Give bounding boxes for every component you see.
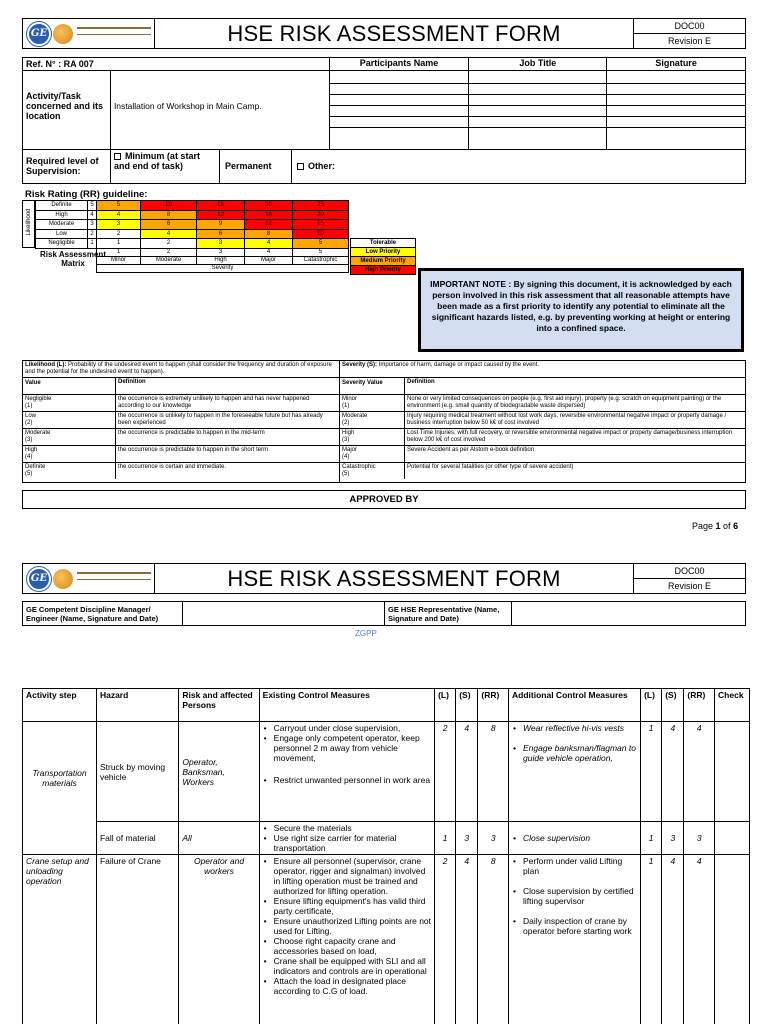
matrix-severity-num: 5 xyxy=(293,248,349,256)
existing-control-item: • Ensure all personnel (supervisor, crane operator, rigger and signalman) involved in lifting operation must be trained and authorized for lifting operation. xyxy=(262,856,432,896)
manager-label: GE Competent Discipline Manager/ Engineer (Name, Signature and Date) xyxy=(26,605,159,623)
column-header: Hazard xyxy=(96,689,178,722)
column-header: (RR) xyxy=(478,689,509,722)
existing-control-item: • Ensure lifting equipment's has valid third party certificate, xyxy=(262,896,432,916)
partner-name-graphic xyxy=(77,572,151,576)
matrix-cell: 3 xyxy=(197,239,245,249)
definition-row xyxy=(23,429,339,446)
check-cell[interactable] xyxy=(715,722,750,822)
definition-value-header: Value xyxy=(25,380,41,386)
matrix-cell: 5 xyxy=(293,239,349,249)
legend-medium-priority: Medium Priority xyxy=(351,257,416,266)
definition-value: Low (2) xyxy=(25,413,37,426)
supervision-other-option[interactable]: Other: xyxy=(297,161,335,171)
definition-heading: Likelihood (L): Probability of the undesired event to happen (shall consider the frequency and duration of exposure and the potential for the undesired event to happen). xyxy=(23,361,339,378)
matrix-severity-name: Minor xyxy=(97,256,141,264)
participants-table xyxy=(22,57,746,184)
risk-table-header xyxy=(23,689,750,722)
definition-value: Minor (1) xyxy=(342,396,358,409)
definition-value: High (3) xyxy=(342,430,355,443)
definition-row xyxy=(340,446,746,463)
existing-control-item: • Choose right capacity crane and accessories based on load, xyxy=(262,936,432,956)
definition-row xyxy=(340,429,746,446)
definition-row xyxy=(23,463,339,480)
ge-logo-icon: GE xyxy=(27,22,51,46)
doc-info xyxy=(633,564,745,593)
matrix-cell: 12 xyxy=(197,210,245,220)
doc-revision: Revision E xyxy=(667,35,712,46)
existing-control-item: • Carryout under close supervision, xyxy=(262,723,432,733)
matrix-row xyxy=(36,239,349,249)
definition-text: Lost Time Injuries, with full recovery, or reversible environmental negative impact or property damage/business interruption below 200 k€ of cost involved xyxy=(407,430,733,443)
column-header: Activity step xyxy=(23,689,97,722)
existing-control-item: • Crane shall be equipped with SLI and all indicators and controls are in operational xyxy=(262,956,432,976)
definition-value: Catastrophic (5) xyxy=(342,464,376,477)
minimum-checkbox[interactable] xyxy=(114,153,121,160)
residual-risk-rating: 4 xyxy=(684,722,715,822)
definition-text: the occurrence is predictable to happen in the short term xyxy=(118,447,269,453)
form-title: HSE RISK ASSESSMENT FORM xyxy=(227,566,561,591)
matrix-cell: 2 xyxy=(141,239,197,249)
matrix-cell: 15 xyxy=(197,201,245,211)
company-logos xyxy=(23,19,155,48)
matrix-cell: 9 xyxy=(197,220,245,230)
matrix-severity-name: Catastrophic xyxy=(293,256,349,264)
definition-text: Injury requiring medical treatment without lost work days, reversible environmental negative impact or property damage / business interruption below 50 k€ of cost involved xyxy=(407,413,727,426)
hazard: Struck by moving vehicle xyxy=(96,722,178,822)
definition-value: Definite (5) xyxy=(25,464,46,477)
column-header: Risk and affected Persons xyxy=(179,689,259,722)
matrix-likelihood-num: 2 xyxy=(88,229,97,239)
matrix-severity-num: 4 xyxy=(245,248,293,256)
matrix-severity-name: Moderate xyxy=(141,256,197,264)
definition-value: Moderate (3) xyxy=(25,430,51,443)
partner-seal-icon xyxy=(53,24,73,44)
page2-header xyxy=(22,563,746,594)
existing-control-item: • Engage only competent operator, keep personnel 2 m away from vehicle movement, xyxy=(262,733,432,763)
residual-likelihood: 1 xyxy=(641,822,662,855)
matrix-cell: 2 xyxy=(97,229,141,239)
participants-name-header: Participants Name xyxy=(329,58,469,71)
likelihood-value: 1 xyxy=(435,822,456,855)
participant-cell[interactable] xyxy=(329,71,469,84)
matrix-cell: 1 xyxy=(97,239,141,249)
definition-text: the occurrence is unlikely to happen in the foreseeable future but has already been experienced xyxy=(118,413,323,426)
column-header: (L) xyxy=(435,689,456,722)
matrix-cell: 4 xyxy=(245,239,293,249)
definition-row xyxy=(23,446,339,463)
column-header: Additional Control Measures xyxy=(509,689,641,722)
definition-value: Major (4) xyxy=(342,447,358,460)
risk-rating-value: 3 xyxy=(478,822,509,855)
column-header: (L) xyxy=(641,689,662,722)
matrix-label: Risk Assessment Matrix xyxy=(40,250,106,268)
severity-value: 4 xyxy=(456,722,478,822)
matrix-cell: 20 xyxy=(245,201,293,211)
hse-rep-signature-field[interactable] xyxy=(512,602,745,625)
supervision-minimum-option[interactable]: Minimum (at start and end of task) xyxy=(113,151,200,171)
risk-assessment-table xyxy=(22,688,750,1024)
manager-signature-field[interactable] xyxy=(183,602,384,625)
doc-number: DOC00 xyxy=(634,19,745,34)
matrix-row xyxy=(36,220,349,230)
matrix-likelihood-name: Negligible xyxy=(36,239,88,249)
activity-value[interactable]: Installation of Workshop in Main Camp. xyxy=(110,71,329,150)
matrix-cell: 6 xyxy=(197,229,245,239)
column-header: Check xyxy=(715,689,750,722)
matrix-cell: 10 xyxy=(293,229,349,239)
residual-risk-rating: 4 xyxy=(684,855,715,1024)
risk-row xyxy=(23,822,750,855)
doc-info xyxy=(633,19,745,48)
existing-controls xyxy=(259,722,434,822)
supervision-permanent-label: Permanent xyxy=(224,161,272,171)
activity-label: Activity/Task concerned and its location xyxy=(23,71,111,150)
existing-control-item: • Use right size carrier for material transportation xyxy=(262,833,432,853)
additional-control-item: • Daily inspection of crane by operator before starting work xyxy=(511,916,638,936)
matrix-cell: 3 xyxy=(97,220,141,230)
matrix-cell: 10 xyxy=(141,201,197,211)
likelihood-value: 2 xyxy=(435,855,456,1024)
column-header: Existing Control Measures xyxy=(259,689,434,722)
additional-control-item: • Close supervision xyxy=(511,833,638,843)
matrix-cell: 12 xyxy=(245,220,293,230)
matrix-likelihood-name: Low xyxy=(36,229,88,239)
additional-controls xyxy=(509,722,641,822)
definition-heading: Severity (S): Importance of harm, damage or impact caused by the event. xyxy=(340,361,746,378)
risk-rating-value: 8 xyxy=(478,855,509,1024)
definition-row xyxy=(23,395,339,412)
definitions-table xyxy=(22,360,746,483)
matrix-cell: 4 xyxy=(141,229,197,239)
company-logos xyxy=(23,564,155,593)
matrix-likelihood-name: Definite xyxy=(36,201,88,211)
severity-axis-label: Severity xyxy=(97,264,349,272)
likelihood-axis-label: Likelihood xyxy=(26,208,32,236)
additional-controls xyxy=(509,822,641,855)
additional-control-item: • Engage banksman/flagman to guide vehicle operation, xyxy=(511,743,638,763)
page1-header xyxy=(22,18,746,49)
matrix-cell: 8 xyxy=(141,210,197,220)
residual-severity: 4 xyxy=(662,722,684,822)
definition-col-headers xyxy=(340,378,746,395)
risk-rating-value: 8 xyxy=(478,722,509,822)
severity-value: 3 xyxy=(456,822,478,855)
signature-header: Signature xyxy=(607,58,746,71)
matrix-severity-num: 2 xyxy=(141,248,197,256)
matrix-likelihood-num: 3 xyxy=(88,220,97,230)
activity-step: Transportation materials xyxy=(23,722,97,855)
doc-revision: Revision E xyxy=(667,580,712,591)
definition-value: High (4) xyxy=(25,447,38,460)
existing-control-item: • Restrict unwanted personnel in work area xyxy=(262,775,432,785)
matrix-likelihood-num: 1 xyxy=(88,239,97,249)
ref-number: Ref. N° : RA 007 xyxy=(23,58,330,71)
definition-text: None or very limited consequences on people (e.g. first aid injury), property (e.g. scratch on equipment painting) or the environment (e.g. small quantity of biodegradable waste dispersed) xyxy=(407,396,722,409)
existing-control-item: • Attach the load in designated place according to C.G of load. xyxy=(262,976,432,996)
definition-value: Moderate (2) xyxy=(342,413,368,426)
risk-rating-title: Risk Rating (RR) guideline: xyxy=(25,189,148,200)
activity-step: Crane setup and unloading operation xyxy=(23,855,97,1024)
existing-controls xyxy=(259,822,434,855)
definition-def-header: Definition xyxy=(407,379,435,385)
matrix-row xyxy=(36,201,349,211)
check-cell[interactable] xyxy=(715,822,750,855)
legend-low-priority: Low Priority xyxy=(351,248,416,257)
additional-control-item: • Perform under valid Lifting plan xyxy=(511,856,638,876)
risk-matrix xyxy=(22,200,416,274)
matrix-likelihood-num: 5 xyxy=(88,201,97,211)
partner-seal-icon xyxy=(53,569,73,589)
definition-row xyxy=(23,412,339,429)
partner-name-graphic xyxy=(77,27,151,31)
matrix-cell: 6 xyxy=(141,220,197,230)
definition-row xyxy=(340,395,746,412)
definition-def-header: Definition xyxy=(118,379,146,385)
ge-logo-icon: GE xyxy=(27,567,51,591)
matrix-row xyxy=(36,229,349,239)
signoff-row xyxy=(22,601,746,626)
matrix-likelihood-name: Moderate xyxy=(36,220,88,230)
likelihood-value: 2 xyxy=(435,722,456,822)
matrix-row xyxy=(36,210,349,220)
additional-control-item: • Wear reflective hi-vis vests xyxy=(511,723,638,733)
supervision-label: Required level of Supervision: xyxy=(23,150,111,184)
column-header: (S) xyxy=(662,689,684,722)
form-title: HSE RISK ASSESSMENT FORM xyxy=(227,21,561,46)
additional-controls xyxy=(509,855,641,1024)
definition-text: the occurrence is predictable to happen in the mid-term xyxy=(118,430,265,436)
definition-text: Potential for several fatalities (or other type of severe accident) xyxy=(407,464,574,470)
hazard: Fall of material xyxy=(96,822,178,855)
legend-tolerable: Tolerable xyxy=(351,239,416,248)
matrix-severity-num: 1 xyxy=(97,248,141,256)
definition-text: the occurrence is extremely unlikely to happen and has never happened according to our knowledge xyxy=(118,396,310,409)
risk-persons: All xyxy=(179,822,259,855)
likelihood-definitions xyxy=(23,361,339,480)
legend-high-priority: High Priority xyxy=(351,266,416,275)
residual-likelihood: 1 xyxy=(641,855,662,1024)
important-note: IMPORTANT NOTE : By signing this document, it is acknowledged by each person involved in this risk assessment that all reasonable attempts have been made as a first priority to identify any potential to eliminate all the significant hazards listed, e.g. by preventing working at height or entering into a confined space. xyxy=(418,268,744,352)
severity-value: 4 xyxy=(456,855,478,1024)
additional-control-item: • Close supervision by certified lifting supervisor xyxy=(511,886,638,906)
matrix-severity-name: High xyxy=(197,256,245,264)
column-header: (RR) xyxy=(684,689,715,722)
residual-severity: 4 xyxy=(662,855,684,1024)
matrix-cell: 5 xyxy=(97,201,141,211)
residual-severity: 3 xyxy=(662,822,684,855)
matrix-likelihood-num: 4 xyxy=(88,210,97,220)
existing-control-item: • Secure the materials xyxy=(262,823,432,833)
hazard: Failure of Crane xyxy=(96,855,178,1024)
definition-row xyxy=(340,463,746,480)
doc-number: DOC00 xyxy=(634,564,745,579)
zgpp-label: ZGPP xyxy=(355,629,377,638)
matrix-cell: 16 xyxy=(245,210,293,220)
check-cell[interactable] xyxy=(715,855,750,1024)
existing-controls xyxy=(259,855,434,1024)
matrix-severity-num: 3 xyxy=(197,248,245,256)
existing-control-item: • Ensure unauthorized Lifting points are not used for Lifting. xyxy=(262,916,432,936)
definition-row xyxy=(340,412,746,429)
matrix-severity-name: Major xyxy=(245,256,293,264)
job-title-header: Job Title xyxy=(469,58,607,71)
approved-by: APPROVED BY xyxy=(22,490,746,509)
risk-persons: Operator and workers xyxy=(179,855,259,1024)
definition-text: Severe Accident as per Alstom e-book definition xyxy=(407,447,535,453)
matrix-cell: 25 xyxy=(293,201,349,211)
risk-row xyxy=(23,855,750,1024)
definition-col-headers xyxy=(23,378,339,395)
definition-value-header: Severity Value xyxy=(342,380,383,386)
matrix-cell: 4 xyxy=(97,210,141,220)
matrix-cell: 8 xyxy=(245,229,293,239)
matrix-cell: 15 xyxy=(293,220,349,230)
other-checkbox[interactable] xyxy=(297,163,304,170)
residual-risk-rating: 3 xyxy=(684,822,715,855)
residual-likelihood: 1 xyxy=(641,722,662,822)
page-indicator: Page 1 of 6 xyxy=(692,521,739,531)
matrix-likelihood-name: High xyxy=(36,210,88,220)
severity-definitions xyxy=(340,361,746,480)
matrix-cell: 20 xyxy=(293,210,349,220)
hse-rep-label: GE HSE Representative (Name, Signature and Date) xyxy=(388,605,500,623)
risk-persons: Operator, Banksman, Workers xyxy=(179,722,259,822)
risk-row xyxy=(23,722,750,822)
definition-text: the occurrence is certain and immediate. xyxy=(118,464,227,470)
column-header: (S) xyxy=(456,689,478,722)
definition-value: Negligible (1) xyxy=(25,396,52,409)
